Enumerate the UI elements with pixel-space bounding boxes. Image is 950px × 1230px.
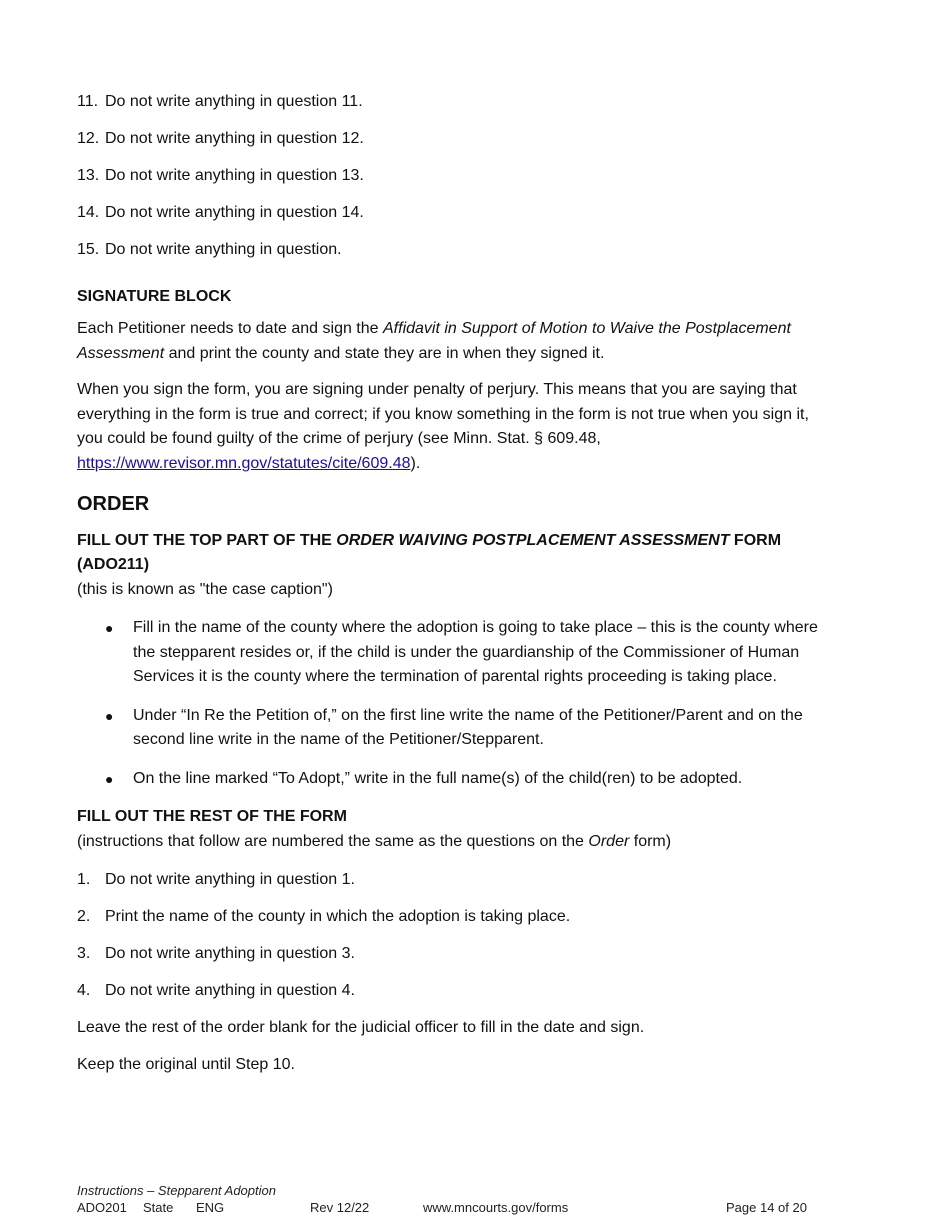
item-number: 3. xyxy=(77,945,91,962)
text-run: Each Petitioner needs to date and sign the xyxy=(77,320,383,337)
signature-paragraph-2 xyxy=(77,378,837,476)
affidavit-title: Affidavit in Support of Motion to Waive the Postplacement Assessment xyxy=(77,320,791,362)
item-number: 1. xyxy=(77,871,91,888)
order-rest-heading: FILL OUT THE REST OF THE FORM xyxy=(77,808,347,825)
order-instruction-list xyxy=(77,868,837,1004)
item-number: 15. xyxy=(77,241,100,258)
footer-page-number: Page 14 of 20 xyxy=(726,1200,807,1215)
item-number: 4. xyxy=(77,982,91,999)
bullet-icon: ● xyxy=(105,620,114,636)
list-item xyxy=(77,201,837,226)
bullet-item xyxy=(77,616,837,690)
list-item xyxy=(77,868,837,893)
item-text: Do not write anything in question. xyxy=(105,241,342,258)
text-run: form) xyxy=(629,832,672,850)
top-instruction-list xyxy=(77,90,837,263)
signature-paragraph-1 xyxy=(77,317,837,366)
text-run: FILL OUT THE TOP PART OF THE xyxy=(77,531,337,549)
item-text: Print the name of the county in which the adoption is taking place. xyxy=(105,908,571,925)
bullet-text: Under “In Re the Petition of,” on the first line write the name of the Petitioner/Parent and on the second line write in the name of the Petitioner/Stepparent. xyxy=(133,706,803,748)
closing-paragraph-1: Leave the rest of the order blank for the judicial officer to fill in the date and sign. xyxy=(77,1019,645,1036)
text-run: FORM (ADO211) xyxy=(77,531,782,573)
footer-row xyxy=(77,1200,837,1218)
statute-link[interactable]: https://www.revisor.mn.gov/statutes/cite/609.48 xyxy=(77,454,411,472)
text-run: When you sign the form, you are signing under penalty of perjury. This means that you are saying that everything in the form is true and correct; if you know something in the form is not true when you sign it, you could be found guilty of the crime of perjury (see Minn. Stat. § 609.48, xyxy=(77,381,809,447)
footer-jurisdiction: State xyxy=(143,1200,174,1215)
list-item xyxy=(77,90,837,115)
item-text: Do not write anything in question 1. xyxy=(105,871,355,888)
item-text: Do not write anything in question 14. xyxy=(105,204,364,221)
case-caption-note: (this is known as "the case caption") xyxy=(77,580,333,598)
footer-language: ENG xyxy=(196,1200,225,1215)
footer-title: Instructions – Stepparent Adoption xyxy=(77,1183,276,1198)
bullet-icon: ● xyxy=(105,707,114,724)
text-run: ). xyxy=(410,454,421,472)
list-item xyxy=(77,942,837,967)
item-number: 13. xyxy=(77,167,100,184)
list-item xyxy=(77,127,837,152)
footer-form-id: ADO201 xyxy=(77,1200,127,1215)
item-number: 14. xyxy=(77,204,100,221)
bullet-text: On the line marked “To Adopt,” write in the full name(s) of the child(ren) to be adopted. xyxy=(133,769,743,787)
list-item xyxy=(77,164,837,189)
list-item xyxy=(77,979,837,1004)
item-text: Do not write anything in question 13. xyxy=(105,167,364,184)
order-top-part-heading xyxy=(77,529,837,578)
item-text: Do not write anything in question 3. xyxy=(105,945,355,962)
order-form-title: ORDER WAIVING POSTPLACEMENT ASSESSMENT xyxy=(336,531,730,549)
list-item xyxy=(77,238,837,263)
page-content xyxy=(77,90,837,1089)
order-rest-note xyxy=(77,830,837,855)
item-text: Do not write anything in question 4. xyxy=(105,982,355,999)
item-number: 11. xyxy=(77,93,99,110)
item-text: Do not write anything in question 11. xyxy=(105,93,363,110)
signature-block-heading: SIGNATURE BLOCK xyxy=(77,287,232,305)
footer-revision: Rev 12/22 xyxy=(310,1200,370,1215)
item-text: Do not write anything in question 12. xyxy=(105,130,364,147)
bullet-item xyxy=(77,704,837,753)
bullet-text: Fill in the name of the county where the adoption is going to take place – this is the county where the stepparent resides or, if the child is under the guardianship of the Commissioner of Human Services it is the county where the termination of parental rights proceeding is taking place. xyxy=(133,619,818,685)
bullet-item xyxy=(77,767,837,792)
text-run: (instructions that follow are numbered the same as the questions on the xyxy=(77,832,589,850)
closing-paragraph-2: Keep the original until Step 10. xyxy=(77,1055,295,1073)
footer-website: www.mncourts.gov/forms xyxy=(423,1200,569,1215)
page-footer xyxy=(77,1183,837,1218)
bullet-icon: ● xyxy=(105,770,114,787)
order-word: Order xyxy=(588,832,630,850)
order-heading: ORDER xyxy=(77,493,150,515)
caption-bullet-list xyxy=(77,616,837,791)
item-number: 12. xyxy=(77,130,100,147)
item-number: 2. xyxy=(77,908,91,925)
text-run: and print the county and state they are in when they signed it. xyxy=(164,344,605,362)
list-item xyxy=(77,905,837,930)
